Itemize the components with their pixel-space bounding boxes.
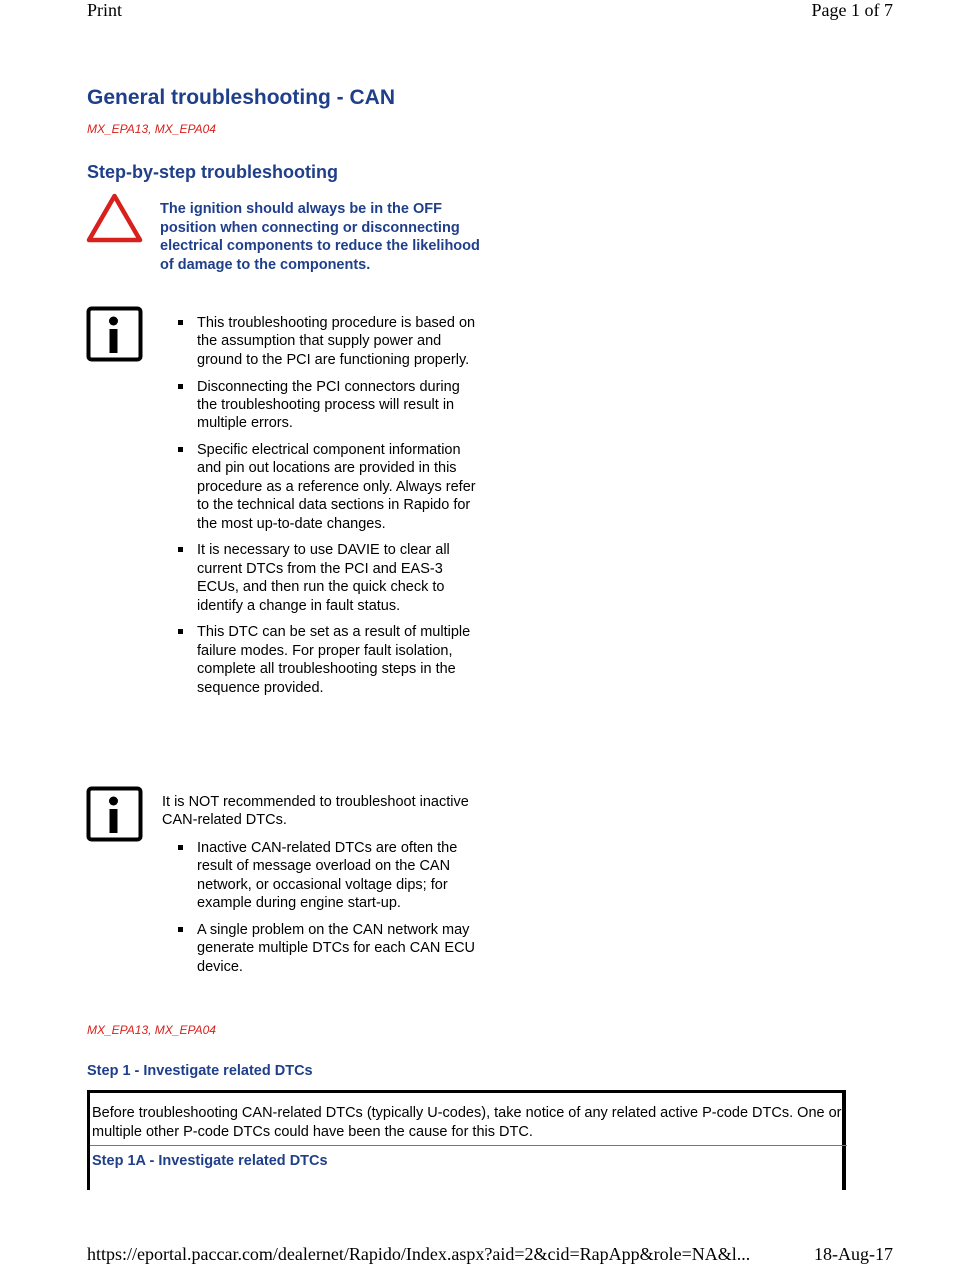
info-note-text: It is NOT recommended to troubleshoot inactive CAN-related DTCs. [162,794,469,829]
page-url: https://eportal.paccar.com/dealernet/Rapido/Index.aspx?aid=2&cid=RapApp&role=NA&l... [87,1244,751,1264]
list-item: This DTC can be set as a result of multiple failure modes. For proper fault isolation, complete all troubleshooting steps in the sequence provided. [160,623,480,697]
list-item: This troubleshooting procedure is based on the assumption that supply power and ground to the PCI are functioning properly. [160,314,480,369]
step-1-text: Before troubleshooting CAN-related DTCs (typically U-codes), take notice of any related active P-code DTCs. One or multiple other P-code DTCs could have been the cause for this DTC. [90,1093,847,1146]
info-icon [86,786,143,842]
page-number: Page 1 of 7 [811,0,893,20]
step-1-box [87,1090,846,1190]
info-icon [86,306,143,362]
list-item: Specific electrical component information and pin out locations are provided in this procedure as a reference only. Always refer to the technical data sections in Rapido for the most up-to-date changes. [160,441,480,533]
step-1a-title: Step 1A - Investigate related DTCs [92,1153,328,1169]
list-item: Disconnecting the PCI connectors during the troubleshooting process will result in multiple errors. [160,378,480,433]
warning-text: The ignition should always be in the OFF position when connecting or disconnecting electrical components to reduce the likelihood of damage to the components. [160,201,480,273]
warning-triangle-icon [86,193,143,244]
print-header [87,0,893,21]
print-date: 18-Aug-17 [814,1244,893,1264]
model-codes-bottom: MX_EPA13, MX_EPA04 [87,1023,216,1037]
info-bullet-list-2 [160,839,480,984]
model-codes-top: MX_EPA13, MX_EPA04 [87,122,216,136]
list-item: A single problem on the CAN network may generate multiple DTCs for each CAN ECU device. [160,921,480,976]
list-item: Inactive CAN-related DTCs are often the result of message overload on the CAN network, or occasional voltage dips; for example during engine start-up. [160,839,480,913]
print-footer [87,1244,893,1265]
section-title: Step-by-step troubleshooting [87,162,338,182]
page-title: General troubleshooting - CAN [87,86,396,109]
info-bullet-list-1 [160,314,480,705]
print-label: Print [87,0,123,20]
step-1-title: Step 1 - Investigate related DTCs [87,1063,313,1079]
list-item: It is necessary to use DAVIE to clear all current DTCs from the PCI and EAS-3 ECUs, and then run the quick check to identify a change in fault status. [160,541,480,615]
